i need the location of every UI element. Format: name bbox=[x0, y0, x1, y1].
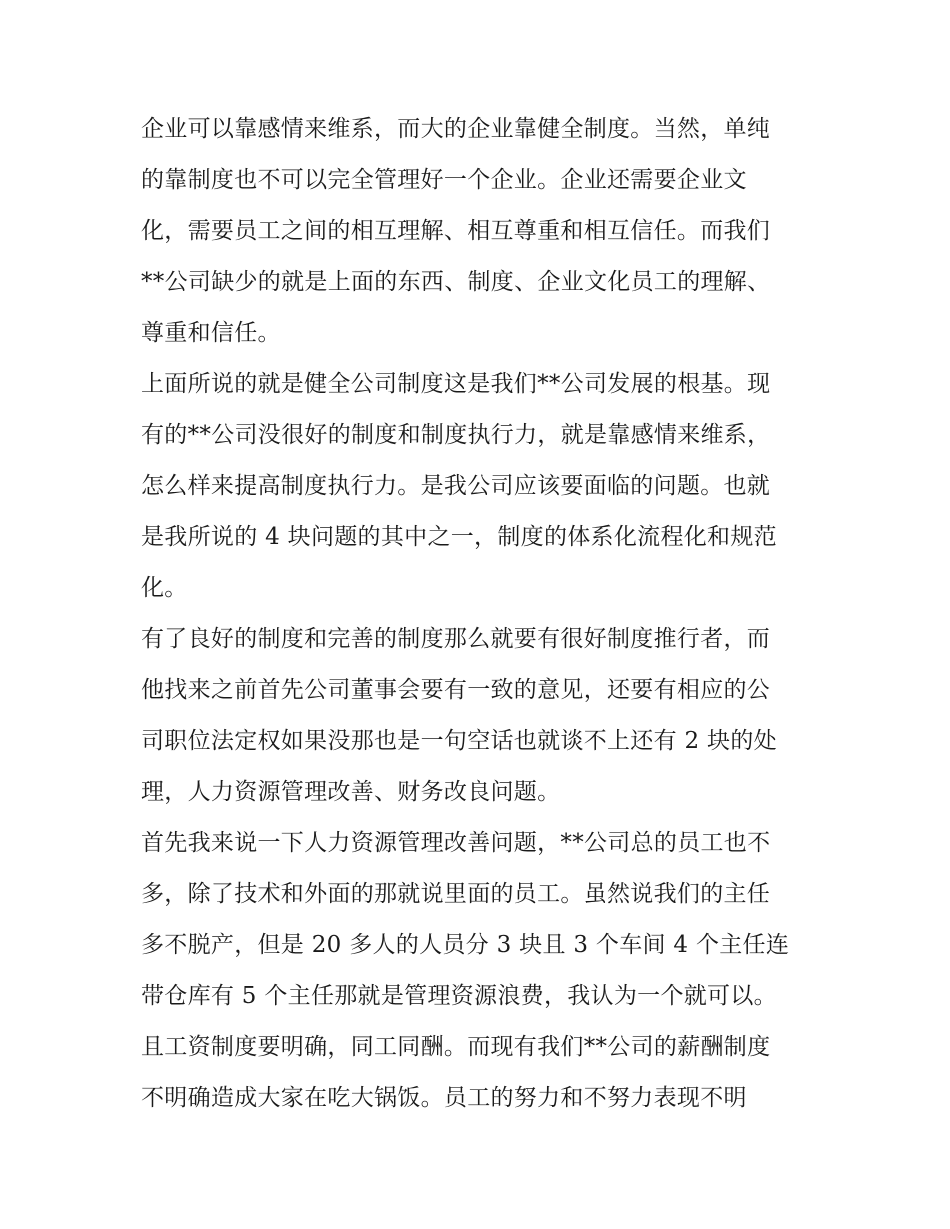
document-body bbox=[141, 104, 811, 1124]
text-line-2: 的靠制度也不可以完全管理好一个企业。企业还需要企业文 bbox=[141, 167, 747, 193]
text-line-3: 化，需要员工之间的相互理解、相互尊重和相互信任。而我们 bbox=[141, 218, 771, 244]
text-line-7: 有的**公司没很好的制度和制度执行力，就是靠感情来维系， bbox=[141, 422, 771, 448]
text-line-19: 且工资制度要明确，同工同酬。而现有我们**公司的薪酬制度 bbox=[141, 1034, 771, 1060]
text-line-15: 首先我来说一下人力资源管理改善问题，**公司总的员工也不 bbox=[141, 830, 771, 856]
text-line-12: 他找来之前首先公司董事会要有一致的意见，还要有相应的公 bbox=[141, 677, 771, 703]
text-line-14: 理，人力资源管理改善、财务改良问题。 bbox=[141, 779, 561, 805]
text-line-5: 尊重和信任。 bbox=[141, 320, 281, 346]
text-line-17: 多不脱产，但是 20 多人的人员分 3 块且 3 个车间 4 个主任连 bbox=[141, 932, 790, 958]
text-line-11: 有了良好的制度和完善的制度那么就要有很好制度推行者，而 bbox=[141, 626, 771, 652]
text-line-16: 多，除了技术和外面的那就说里面的员工。虽然说我们的主任 bbox=[141, 881, 771, 907]
text-line-6: 上面所说的就是健全公司制度这是我们**公司发展的根基。现 bbox=[141, 371, 771, 397]
text-line-18: 带仓库有 5 个主任那就是管理资源浪费，我认为一个就可以。 bbox=[141, 983, 777, 1009]
text-line-20: 不明确造成大家在吃大锅饭。员工的努力和不努力表现不明 bbox=[141, 1085, 747, 1111]
text-line-1: 企业可以靠感情来维系，而大的企业靠健全制度。当然，单纯 bbox=[141, 116, 771, 142]
text-line-9: 是我所说的 4 块问题的其中之一，制度的体系化流程化和规范 bbox=[141, 524, 777, 550]
text-line-8: 怎么样来提高制度执行力。是我公司应该要面临的问题。也就 bbox=[141, 473, 771, 499]
text-line-13: 司职位法定权如果没那也是一句空话也就谈不上还有 2 块的处 bbox=[141, 728, 777, 754]
text-line-4: **公司缺少的就是上面的东西、制度、企业文化员工的理解、 bbox=[141, 269, 771, 295]
text-line-10: 化。 bbox=[141, 575, 188, 601]
